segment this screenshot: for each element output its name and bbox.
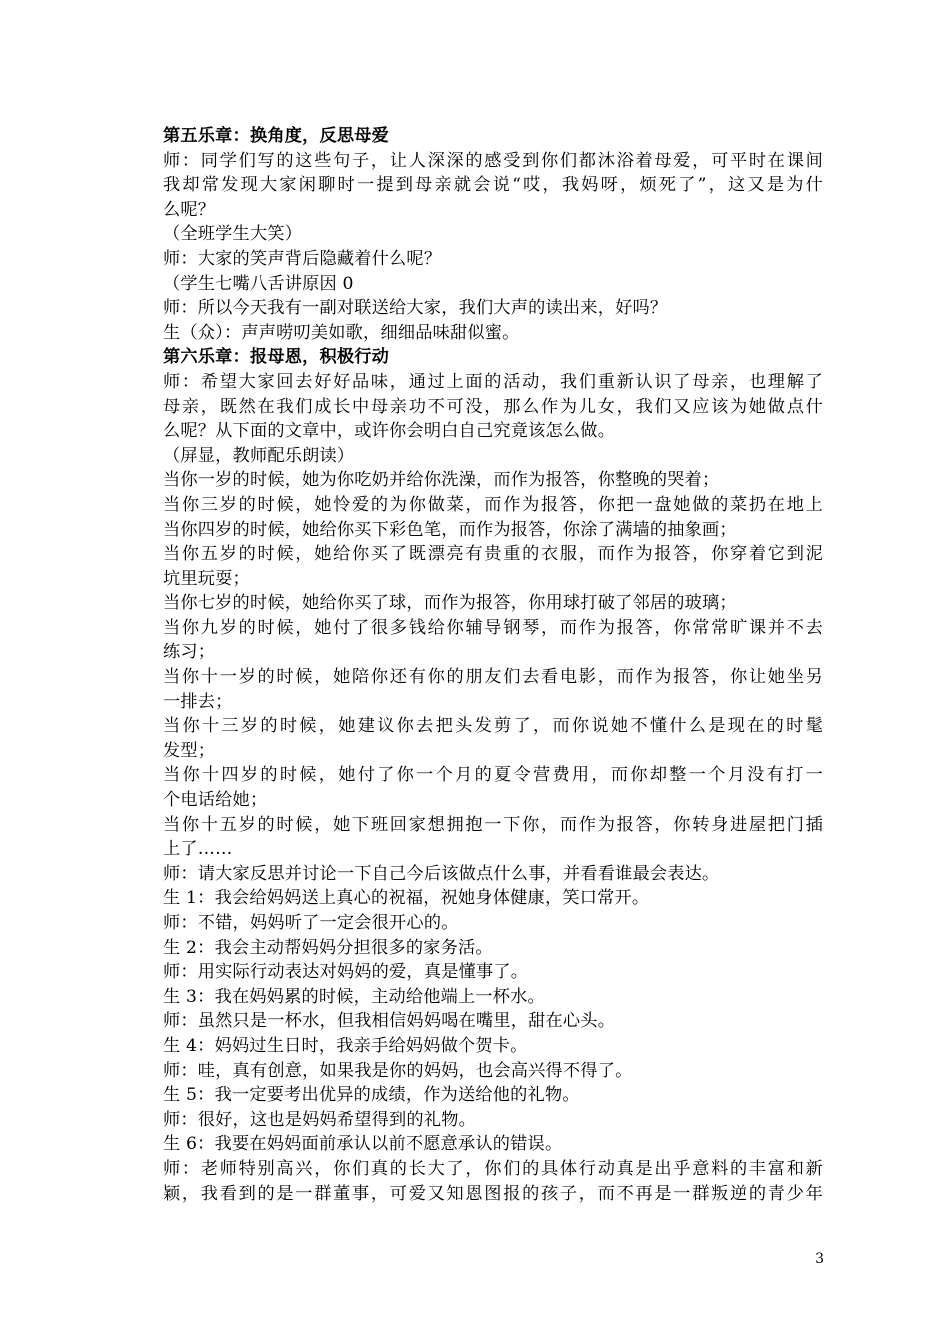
text-line: 生 2：我会主动帮妈妈分担很多的家务活。 <box>163 937 493 958</box>
section-heading: 第六乐章：报母恩，积极行动 <box>163 347 390 368</box>
text-line: 发型； <box>163 740 216 761</box>
text-line: 师：希望大家回去好好品味，通过上面的活动，我们重新认识了母亲，也理解了 <box>163 371 823 392</box>
text-line: 师：大家的笑声背后隐藏着什么呢？ <box>163 248 442 269</box>
text-line: 师：虽然只是一杯水，但我相信妈妈喝在嘴里，甜在心头。 <box>163 1011 616 1032</box>
text-line: 当你十四岁的时候，她付了你一个月的夏令营费用，而你却整一个月没有打一 <box>163 765 823 786</box>
text-line: 生 1：我会给妈妈送上真心的祝福，祝她身体健康，笑口常开。 <box>163 888 650 909</box>
text-line: 生 5：我一定要考出优异的成绩，作为送给他的礼物。 <box>163 1085 580 1106</box>
text-line: 生 3：我在妈妈累的时候，主动给他端上一杯水。 <box>163 986 545 1007</box>
text-line: 当你一岁的时候，她为你吃奶并给你洗澡，而作为报答，你整晚的哭着； <box>163 470 720 491</box>
text-line: 生 4：妈妈过生日时，我亲手给妈妈做个贺卡。 <box>163 1035 528 1056</box>
text-line: 练习； <box>163 642 216 663</box>
text-line: （学生七嘴八舌讲原因 0 <box>163 273 354 294</box>
text-line: 当你三岁的时候，她怜爱的为你做菜，而作为报答，你把一盘她做的菜扔在地上 <box>163 494 823 515</box>
text-line: 师：不错，妈妈听了一定会很开心的。 <box>163 913 459 933</box>
text-line: 师：请大家反思并讨论一下自己今后该做点什么事，并看看谁最会表达。 <box>163 863 720 884</box>
text-line: 当你四岁的时候，她给你买下彩色笔，而作为报答，你涂了满墙的抽象画； <box>163 519 737 540</box>
text-line: 坑里玩耍； <box>163 568 250 589</box>
text-line: 当你十三岁的时候，她建议你去把头发剪了，而你说她不懂什么是现在的时髦 <box>163 716 823 737</box>
text-line: 么呢？从下面的文章中，或许你会明白自己究竟该怎么做。 <box>163 421 616 442</box>
text-line: 生 6：我要在妈妈面前承认以前不愿意承认的错误。 <box>163 1134 563 1155</box>
text-line: 当你七岁的时候，她给你买了球，而作为报答，你用球打破了邻居的玻璃； <box>163 593 737 614</box>
text-line: 颖，我看到的是一群董事，可爱又知恩图报的孩子，而不再是一群叛逆的青少年 <box>163 1183 823 1204</box>
text-line: 母亲，既然在我们成长中母亲功不可没，那么作为儿女，我们又应该为她做点什 <box>163 396 823 417</box>
text-line: 个电话给她； <box>163 790 268 811</box>
text-line: 师：用实际行动表达对妈妈的爱，真是懂事了。 <box>163 962 529 983</box>
section-heading: 第五乐章：换角度，反思母爱 <box>163 126 390 146</box>
text-line: 生（众）：声声唠叨美如歌，细细品味甜似蜜。 <box>163 322 520 343</box>
text-line: 当你十一岁的时候，她陪你还有你的朋友们去看电影，而作为报答，你让她坐另 <box>163 667 823 688</box>
text-line: 师：老师特别高兴，你们真的长大了，你们的具体行动真是出乎意料的丰富和新 <box>163 1158 823 1179</box>
text-line: 上了…… <box>163 839 233 860</box>
text-line: 我却常发现大家闲聊时一提到母亲就会说“哎，我妈呀，烦死了”，这又是为什 <box>163 175 823 196</box>
text-line: 当你九岁的时候，她付了很多钱给你辅导钢琴，而作为报答，你常常旷课并不去 <box>163 617 823 638</box>
text-line: （全班学生大笑） <box>163 224 303 245</box>
text-line: 当你十五岁的时候，她下班回家想拥抱一下你，而作为报答，你转身进屋把门插 <box>163 814 823 835</box>
text-line: 师：同学们写的这些句子，让人深深的感受到你们都沐浴着母爱，可平时在课间 <box>163 150 823 171</box>
text-line: 一排去； <box>163 691 233 712</box>
text-line: （屏显，教师配乐朗读） <box>163 445 355 466</box>
page-number: 3 <box>815 1251 824 1267</box>
text-line: 当你五岁的时候，她给你买了既漂亮有贵重的衣服，而作为报答，你穿着它到泥 <box>163 544 823 565</box>
text-line: 师：哇，真有创意，如果我是你的妈妈，也会高兴得不得了。 <box>163 1060 633 1081</box>
document-body <box>163 124 823 1206</box>
text-line: 师：所以今天我有一副对联送给大家，我们大声的读出来，好吗？ <box>163 298 668 319</box>
text-line: 么呢？ <box>163 199 216 220</box>
text-line: 师：很好，这也是妈妈希望得到的礼物。 <box>163 1109 476 1130</box>
